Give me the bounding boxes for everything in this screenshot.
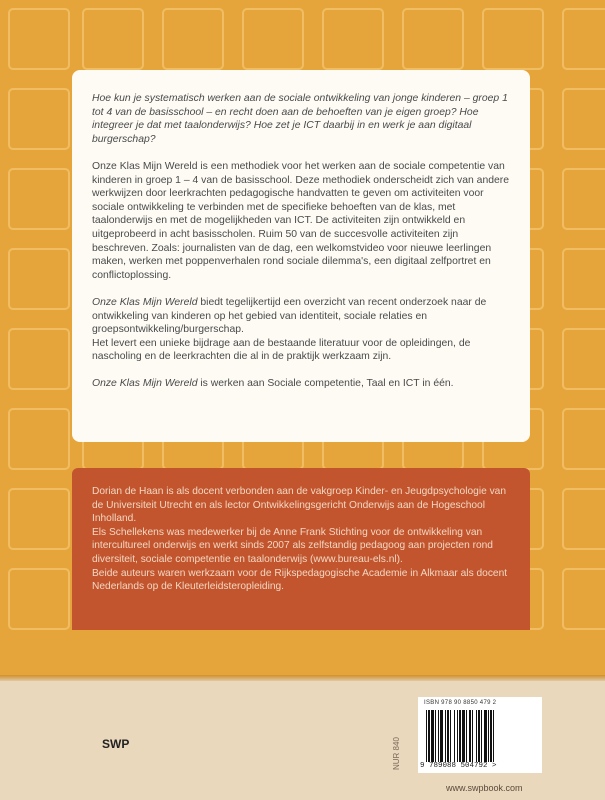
grid-square — [562, 328, 605, 390]
barcode-bars — [426, 710, 526, 762]
grid-square — [8, 88, 70, 150]
grid-square — [562, 568, 605, 630]
grid-square — [8, 328, 70, 390]
paragraph-closing: Onze Klas Mijn Wereld is werken aan Sociale competentie, Taal en ICT in één. — [92, 378, 454, 390]
publisher-logo: SWP — [102, 737, 130, 751]
book-title-italic: Onze Klas Mijn Wereld — [92, 378, 198, 390]
grid-square — [8, 8, 70, 70]
grid-square — [8, 168, 70, 230]
publisher-website: www.swpbook.com — [446, 783, 523, 793]
barcode — [418, 697, 542, 773]
authors-bio-panel — [72, 468, 530, 630]
barcode-bar — [493, 710, 494, 762]
intro-question: Hoe kun je systematisch werken aan de sociale ontwikkeling van jonge kinderen – groep 1 tot 4 van de basisschool – en recht doen aan de behoeften van je eigen groep? Hoe integreer je dat met taalonderwijs? Hoe zet je ICT daarbij in en werk je aan digitaal burgerschap? — [92, 93, 508, 145]
book-title-italic: Onze Klas Mijn Wereld — [92, 296, 198, 308]
grid-square — [562, 408, 605, 470]
paragraph-overview: Onze Klas Mijn Wereld biedt tegelijkertijd een overzicht van recent onderzoek naar de ontwikkeling van kinderen op het gebied van identiteit, sociale relaties en groepsontwikkeling/burgerschap. Het levert een unieke bijdrage aan de bestaande literatuur voor de opleidingen, de nascholing en de leerkrachten die al in de praktijk werkzaam zijn. — [92, 296, 487, 363]
grid-square — [322, 8, 384, 70]
description-card — [72, 70, 530, 442]
grid-square — [82, 8, 144, 70]
bio-els: Els Schellekens was medewerker bij de Anne Frank Stichting voor de ontwikkeling van intercultureel onderwijs en werkt sinds 2007 als zelfstandig pedagoog aan projecten rond diversiteit, sociale competentie en taalonderwijs (www.bureau-els.nl). — [92, 526, 493, 565]
grid-square — [242, 8, 304, 70]
bio-both: Beide auteurs waren werkzaam voor de Rijkspedagogische Academie in Alkmaar als docent Nederlands op de Kleuterleidsteropleiding. — [92, 567, 508, 593]
grid-square — [562, 488, 605, 550]
paragraph-method: Onze Klas Mijn Wereld is een methodiek voor het werken aan de sociale competentie van kinderen in groep 1 – 4 van de basisschool. Deze methodiek onderscheidt zich van andere werkwijzen door leerkrachten pedagogische handvatten te geven om activiteiten voor sociale ontwikkeling te verbinden met de specifieke behoeften van de klas, met taalonderwijs en met de mogelijkheden van ICT. De activiteiten zijn ontwikkeld en uitgeprobeerd in acht basisscholen. Ruim 50 van de succesvolle activiteiten zijn beschreven. Zoals: journalisten van de dag, een welkomstvideo voor nieuwe leerlingen maken, werken met poppenverhalen rond sociale dilemma's, een digitaal zelfportret en conflictoplossing. — [92, 160, 510, 281]
grid-square — [402, 8, 464, 70]
grid-square — [482, 8, 544, 70]
grid-square — [8, 488, 70, 550]
grid-square — [8, 568, 70, 630]
isbn-digits: 9 789088 504792 > — [420, 762, 497, 770]
grid-square — [562, 168, 605, 230]
bio-dorian: Dorian de Haan is als docent verbonden aan de vakgroep Kinder- en Jeugdpsychologie van de Universiteit Utrecht en als lector Ontwikkelingsgericht Onderwijs aan de Hogeschool Inholland. — [92, 486, 507, 525]
grid-square — [562, 248, 605, 310]
grid-square — [562, 88, 605, 150]
grid-square — [562, 8, 605, 70]
grid-square — [8, 408, 70, 470]
grid-square — [162, 8, 224, 70]
nur-code: NUR 840 — [392, 737, 401, 770]
isbn-label: ISBN 978 90 8850 479 2 — [424, 700, 497, 706]
grid-square — [8, 248, 70, 310]
